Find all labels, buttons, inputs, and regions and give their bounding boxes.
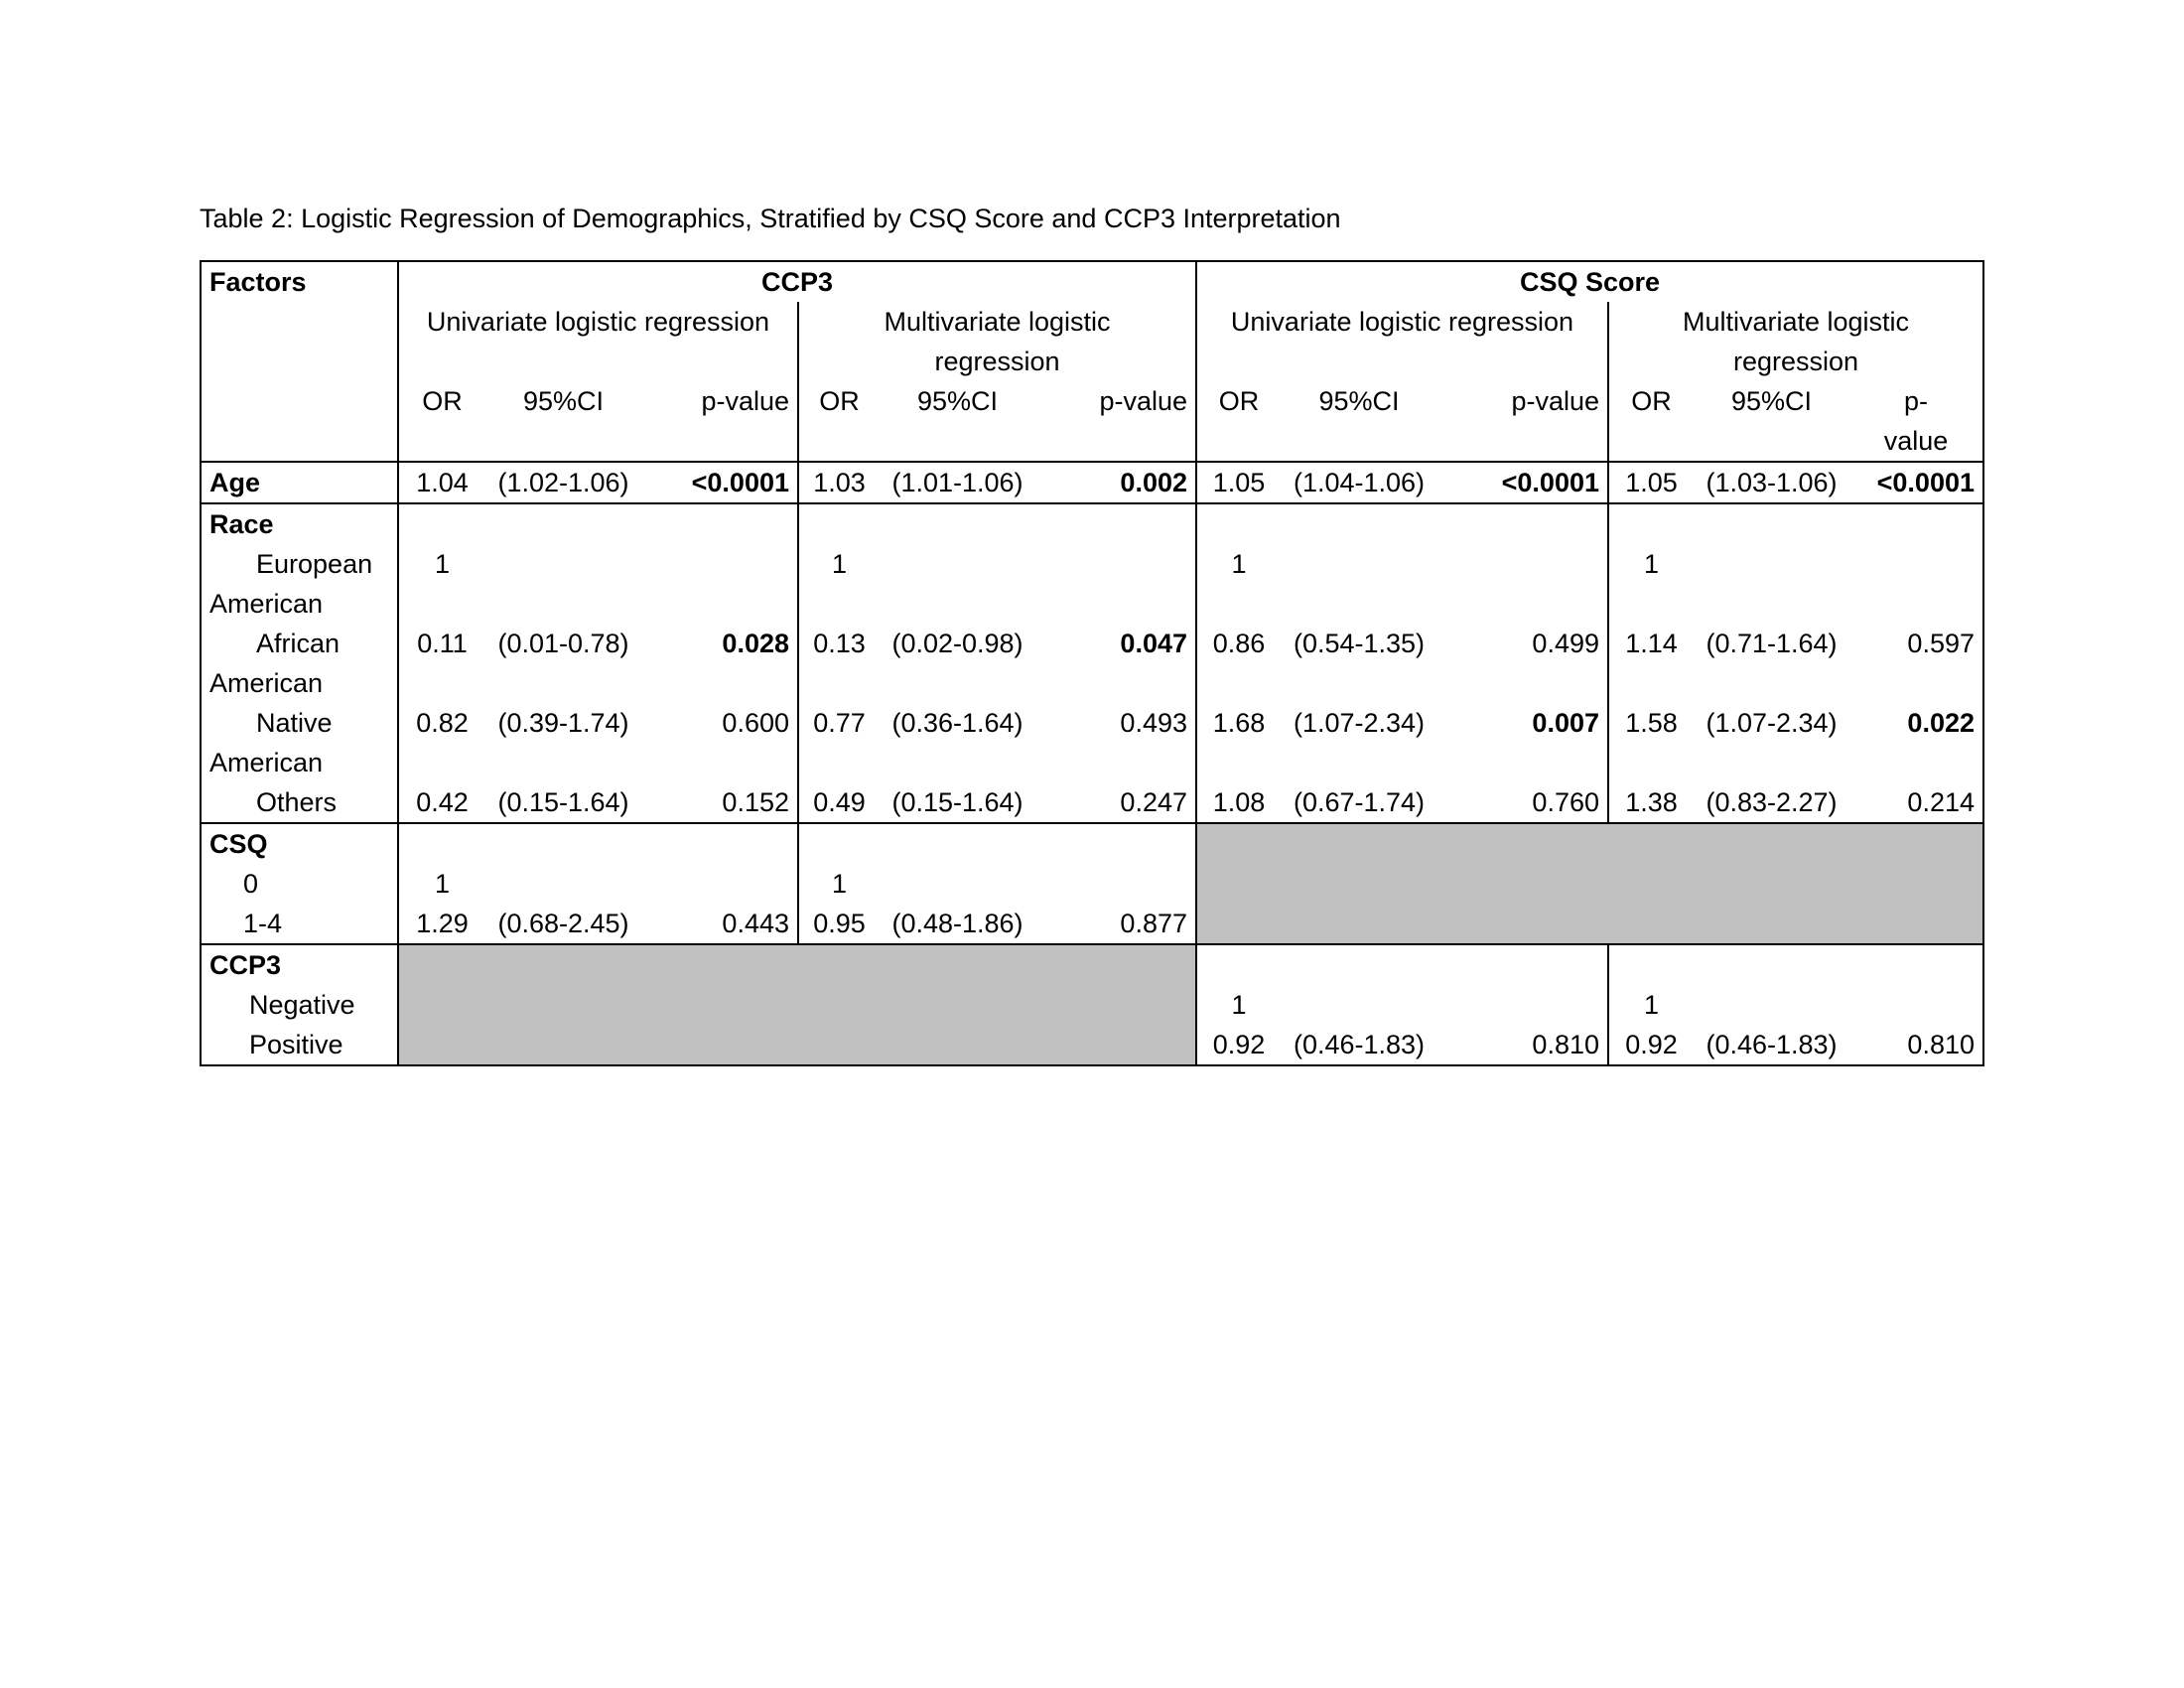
row-label: Positive bbox=[201, 1025, 398, 1065]
ci-header: 95%CI bbox=[522, 386, 605, 416]
cell-or: 0.13 bbox=[813, 629, 866, 658]
cell-p: <0.0001 bbox=[1437, 462, 1608, 503]
row-label: European bbox=[201, 544, 398, 584]
cell-or: 1 bbox=[831, 549, 848, 579]
cell-or: 0.49 bbox=[798, 782, 880, 823]
pvalue-header: p-value bbox=[1035, 381, 1196, 421]
cell-p: 0.877 bbox=[1035, 904, 1196, 944]
cell-or: 0.86 bbox=[1212, 629, 1266, 658]
row-label: CSQ bbox=[201, 823, 398, 864]
row-label: African bbox=[201, 624, 398, 663]
row-label-line2: American bbox=[201, 663, 398, 703]
cell-p: 0.047 bbox=[1035, 624, 1196, 663]
shaded-not-applicable bbox=[398, 944, 1196, 1065]
table-row-african-cont bbox=[201, 663, 1983, 703]
cell-or: 1 bbox=[434, 869, 451, 899]
table-row-european bbox=[201, 544, 1983, 584]
cell-ci: (1.07-2.34) bbox=[1706, 708, 1838, 738]
row-label: Race bbox=[201, 503, 398, 544]
cell-or: 0.92 bbox=[1608, 1025, 1694, 1065]
cell-p: 0.007 bbox=[1437, 703, 1608, 743]
ccp3-group-header: CCP3 bbox=[398, 261, 1196, 302]
table-row-others bbox=[201, 782, 1983, 823]
cell-ci: (0.39-1.74) bbox=[497, 708, 629, 738]
pvalue-header: p-value bbox=[641, 381, 798, 421]
cell-p: 0.493 bbox=[1035, 703, 1196, 743]
cell-p: 0.028 bbox=[641, 624, 798, 663]
ccp3-multivariate-header: Multivariate logistic bbox=[798, 302, 1196, 342]
cell-or: 1.03 bbox=[798, 462, 880, 503]
cell-p: 0.152 bbox=[641, 782, 798, 823]
cell-or: 0.42 bbox=[398, 782, 485, 823]
cell-p: 0.810 bbox=[1437, 1025, 1608, 1065]
row-label: 1-4 bbox=[201, 904, 398, 944]
pvalue-header: p- bbox=[1849, 381, 1983, 421]
factors-header: Factors bbox=[201, 261, 398, 302]
header-row-stats-cont bbox=[201, 421, 1983, 462]
cell-or: 0.82 bbox=[416, 708, 469, 738]
cell-p: 0.022 bbox=[1849, 703, 1983, 743]
ccp3-univariate-header: Univariate logistic regression bbox=[398, 302, 798, 342]
table-row-age bbox=[201, 462, 1983, 503]
cell-ci: (0.46-1.83) bbox=[1281, 1025, 1437, 1065]
cell-p: 0.600 bbox=[641, 703, 798, 743]
regression-table bbox=[200, 260, 1984, 1066]
or-header: OR bbox=[1631, 386, 1672, 416]
cell-ci: (1.02-1.06) bbox=[485, 462, 641, 503]
cell-or: 1.58 bbox=[1625, 708, 1678, 738]
cell-or: 1.05 bbox=[1608, 462, 1694, 503]
cell-or: 1.68 bbox=[1212, 708, 1266, 738]
ci-header: 95%CI bbox=[1318, 386, 1400, 416]
cell-or: 0.92 bbox=[1196, 1025, 1281, 1065]
cell-or: 0.77 bbox=[813, 708, 866, 738]
csq-multivariate-header-line2: regression bbox=[1608, 342, 1983, 381]
ccp3-multivariate-header-line2: regression bbox=[798, 342, 1196, 381]
cell-ci: (1.03-1.06) bbox=[1694, 462, 1849, 503]
cell-ci: (1.04-1.06) bbox=[1281, 462, 1437, 503]
header-row-models bbox=[201, 302, 1983, 342]
or-header: OR bbox=[1218, 386, 1260, 416]
cell-ci: (0.71-1.64) bbox=[1706, 629, 1838, 658]
table-row-ccp3 bbox=[201, 944, 1983, 985]
cell-or: 1 bbox=[1643, 549, 1660, 579]
shaded-not-applicable bbox=[1196, 823, 1983, 944]
table-row-european-cont bbox=[201, 584, 1983, 624]
cell-ci: (0.36-1.64) bbox=[891, 708, 1024, 738]
cell-or: 0.95 bbox=[798, 904, 880, 944]
ci-header: 95%CI bbox=[1730, 386, 1813, 416]
cell-or: 1 bbox=[831, 869, 848, 899]
table-row-race bbox=[201, 503, 1983, 544]
cell-ci: (0.48-1.86) bbox=[880, 904, 1035, 944]
table-row-native-cont bbox=[201, 743, 1983, 782]
cell-p: 0.002 bbox=[1035, 462, 1196, 503]
cell-or: 1 bbox=[1231, 549, 1247, 579]
csq-score-group-header: CSQ Score bbox=[1196, 261, 1983, 302]
cell-p: 0.810 bbox=[1849, 1025, 1983, 1065]
cell-p: <0.0001 bbox=[641, 462, 798, 503]
cell-or: 1.38 bbox=[1608, 782, 1694, 823]
pvalue-header: p-value bbox=[1437, 381, 1608, 421]
row-label: Age bbox=[201, 462, 398, 503]
csq-multivariate-header: Multivariate logistic bbox=[1608, 302, 1983, 342]
cell-p: 0.247 bbox=[1035, 782, 1196, 823]
cell-ci: (0.68-2.45) bbox=[485, 904, 641, 944]
ci-header: 95%CI bbox=[916, 386, 999, 416]
row-label-line2: American bbox=[201, 743, 398, 782]
table-row-csq bbox=[201, 823, 1983, 864]
row-label: CCP3 bbox=[201, 944, 398, 985]
cell-p: 0.597 bbox=[1849, 624, 1983, 663]
cell-or: 1.05 bbox=[1196, 462, 1281, 503]
table-row-native bbox=[201, 703, 1983, 743]
cell-or: 1 bbox=[1231, 990, 1247, 1020]
cell-ci: (0.46-1.83) bbox=[1694, 1025, 1849, 1065]
row-label: Native bbox=[201, 703, 398, 743]
cell-or: 1 bbox=[1643, 990, 1660, 1020]
cell-ci: (1.01-1.06) bbox=[880, 462, 1035, 503]
cell-p: 0.214 bbox=[1849, 782, 1983, 823]
header-row-models-cont bbox=[201, 342, 1983, 381]
table-row-african bbox=[201, 624, 1983, 663]
cell-ci: (1.07-2.34) bbox=[1293, 708, 1426, 738]
header-row-stats bbox=[201, 381, 1983, 421]
cell-ci: (0.54-1.35) bbox=[1293, 629, 1426, 658]
or-header: OR bbox=[422, 386, 463, 416]
cell-p: 0.499 bbox=[1437, 624, 1608, 663]
or-header: OR bbox=[819, 386, 860, 416]
row-label: Negative bbox=[201, 985, 398, 1025]
pvalue-header-line2: value bbox=[1849, 421, 1983, 462]
row-label: Others bbox=[201, 782, 398, 823]
cell-ci: (0.67-1.74) bbox=[1281, 782, 1437, 823]
csq-univariate-header: Univariate logistic regression bbox=[1196, 302, 1608, 342]
cell-p: 0.760 bbox=[1437, 782, 1608, 823]
table-caption: Table 2: Logistic Regression of Demographics, Stratified by CSQ Score and CCP3 Interpretation bbox=[200, 204, 1341, 233]
cell-ci: (0.01-0.78) bbox=[497, 629, 629, 658]
cell-or: 0.11 bbox=[417, 629, 468, 658]
cell-or: 1.04 bbox=[398, 462, 485, 503]
cell-p: <0.0001 bbox=[1849, 462, 1983, 503]
cell-or: 1.14 bbox=[1625, 629, 1678, 658]
cell-or: 1.29 bbox=[398, 904, 485, 944]
cell-or: 1 bbox=[434, 549, 451, 579]
cell-ci: (0.15-1.64) bbox=[880, 782, 1035, 823]
cell-or: 1.08 bbox=[1196, 782, 1281, 823]
cell-ci: (0.02-0.98) bbox=[891, 629, 1024, 658]
header-row-groups bbox=[201, 261, 1983, 302]
cell-p: 0.443 bbox=[641, 904, 798, 944]
row-label: 0 bbox=[201, 864, 398, 904]
cell-ci: (0.83-2.27) bbox=[1694, 782, 1849, 823]
row-label-line2: American bbox=[201, 584, 398, 624]
cell-ci: (0.15-1.64) bbox=[485, 782, 641, 823]
